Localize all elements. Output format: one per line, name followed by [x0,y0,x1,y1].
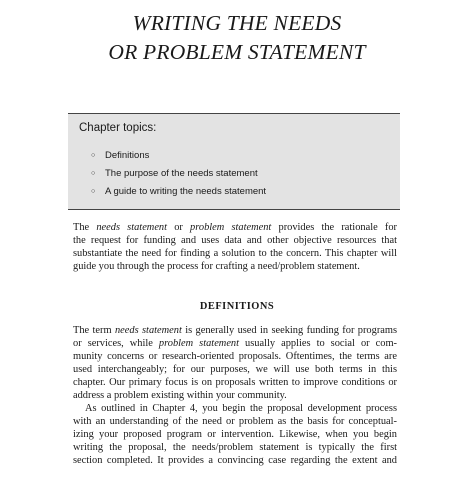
text-line: writing the proposal, the needs/problem statement is typically the first [73,441,397,453]
circle-bullet-icon: ○ [91,152,96,159]
text-line: guide you through the process for crafting a need/problem statement. [73,260,360,272]
chapter-title-line-2: OR PROBLEM STATEMENT [108,40,366,64]
text-line: munity concerns or research-oriented proposals. Oftentimes, the terms are [73,350,397,362]
text-line: substantiate the need for finding a solution to the concern. This chapter will [73,247,397,259]
topic-item [91,186,266,197]
definitions-paragraph-2 [73,403,397,468]
text-line: izing your proposed program or intervention. Likewise, when you begin [73,428,397,440]
chapter-topics-box [68,113,400,210]
topics-heading: Chapter topics: [79,122,157,134]
section-heading: DEFINITIONS [199,301,275,312]
text-line: As outlined in Chapter 4, you begin the proposal development process [85,403,397,414]
text-line: The term needs statement is generally used in seeking funding for programs [73,325,398,336]
topic-label: The purpose of the needs statement [105,168,258,179]
circle-bullet-icon: ○ [91,188,96,195]
topic-label: A guide to writing the needs statement [105,186,267,197]
chapter-title-line-1: WRITING THE NEEDS [132,11,342,35]
definitions-paragraph-1 [73,325,397,402]
text-line: or services, while problem statement usually applies to social or com- [73,337,397,349]
text-line: chapter. Our primary focus is on proposals written to improve conditions or [73,376,397,388]
text-line: address a problem existing within your community. [73,389,287,401]
circle-bullet-icon: ○ [91,170,96,177]
topic-item [91,150,149,161]
text-line: section completed. It provides a convincing case regarding the extent and [73,454,397,466]
text-line: The needs statement or problem statement provides the rationale for [73,222,397,233]
topic-label: Definitions [105,150,150,161]
text-line: the request for funding and uses data and other objective resources that [73,234,397,246]
intro-paragraph [73,222,397,274]
text-line: with an understanding of the need or problem as the basis for conceptual- [73,415,397,427]
text-line: used interchangeably; for our purposes, we will use both terms in this [73,363,397,375]
topic-item [91,168,258,179]
